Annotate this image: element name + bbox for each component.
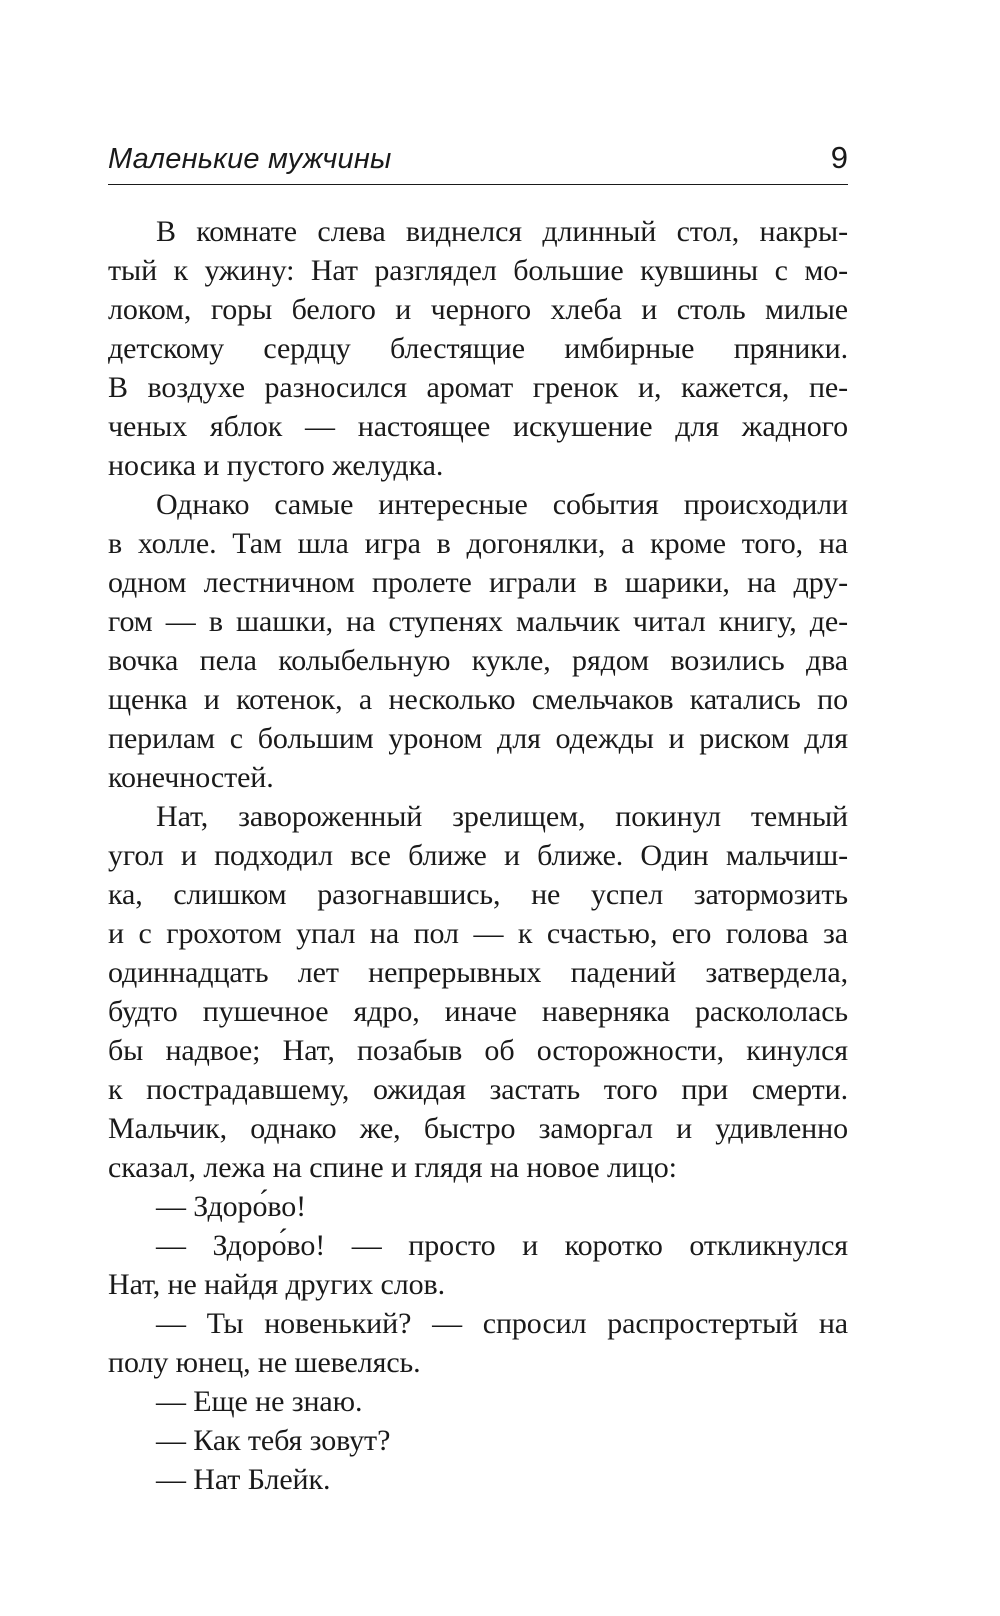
text-line: конечностей. (108, 761, 274, 794)
text-line: тый к ужину: Нат разглядел большие кувшины с мо- (108, 254, 848, 287)
text-line: детскому сердцу блестящие имбирные пряники. (108, 332, 848, 365)
text-line: ка, слишком разогнавшись, не успел затормозить (108, 878, 848, 911)
text-line: перилам с большим уроном для одежды и риском для (108, 722, 848, 755)
text-line: — Здоро́во! — просто и коротко откликнулся (156, 1229, 848, 1262)
text-line: будто пушечное ядро, иначе наверняка раскололась (108, 995, 848, 1028)
dialogue-line (108, 1382, 848, 1421)
text-line: одном лестничном пролете играли в шарики, на дру- (108, 566, 848, 599)
text-line: вочка пела колыбельную кукле, рядом возились два (108, 644, 848, 677)
body-text (108, 212, 848, 1499)
text-line: в холле. Там шла игра в догонялки, а кроме того, на (108, 527, 848, 560)
text-line: ченых яблок — настоящее искушение для жадного (108, 410, 848, 443)
text-line: Нат, не найдя других слов. (108, 1268, 445, 1301)
running-header (108, 138, 848, 185)
text-line: одиннадцать лет непрерывных падений затвердела, (108, 956, 848, 989)
running-title: Маленькие мужчины (108, 143, 392, 175)
text-line: и с грохотом упал на пол — к счастью, его голова за (108, 917, 848, 950)
text-line: Мальчик, однако же, быстро заморгал и удивленно (108, 1112, 848, 1145)
text-line: — Как тебя зовут? (156, 1424, 391, 1457)
dialogue-line (108, 1421, 848, 1460)
text-line: — Ты новенький? — спросил распростертый на (156, 1307, 848, 1340)
text-line: В воздухе разносился аромат гренок и, кажется, пе- (108, 371, 848, 404)
dialogue-line (108, 1187, 848, 1226)
paragraph-dining-room (108, 212, 848, 485)
text-line: носика и пустого желудка. (108, 449, 444, 482)
text-line: Нат, завороженный зрелищем, покинул темный (156, 800, 848, 833)
text-line: гом — в шашки, на ступенях мальчик читал книгу, де- (108, 605, 848, 638)
dialogue-line (108, 1460, 848, 1499)
text-line: бы надвое; Нат, позабыв об осторожности, кинулся (108, 1034, 848, 1067)
text-line: щенка и котенок, а несколько смельчаков катались по (108, 683, 848, 716)
text-line: сказал, лежа на спине и глядя на новое лицо: (108, 1151, 677, 1184)
text-line: В комнате слева виднелся длинный стол, накры- (156, 215, 848, 248)
dialogue-line (108, 1226, 848, 1304)
text-line: угол и подходил все ближе и ближе. Один мальчиш- (108, 839, 848, 872)
page-number: 9 (830, 140, 848, 175)
text-line: локом, горы белого и черного хлеба и столь милые (108, 293, 848, 326)
paragraph-nat-approaches (108, 797, 848, 1187)
text-line: — Здоро́во! (156, 1190, 306, 1223)
text-line: к пострадавшему, ожидая застать того при смерти. (108, 1073, 848, 1106)
text-line: — Нат Блейк. (156, 1463, 331, 1496)
text-line: — Еще не знаю. (156, 1385, 363, 1418)
text-line: Однако самые интересные события происходили (156, 488, 848, 521)
paragraph-hall-games (108, 485, 848, 797)
text-line: полу юнец, не шевелясь. (108, 1346, 421, 1379)
dialogue-line (108, 1304, 848, 1382)
